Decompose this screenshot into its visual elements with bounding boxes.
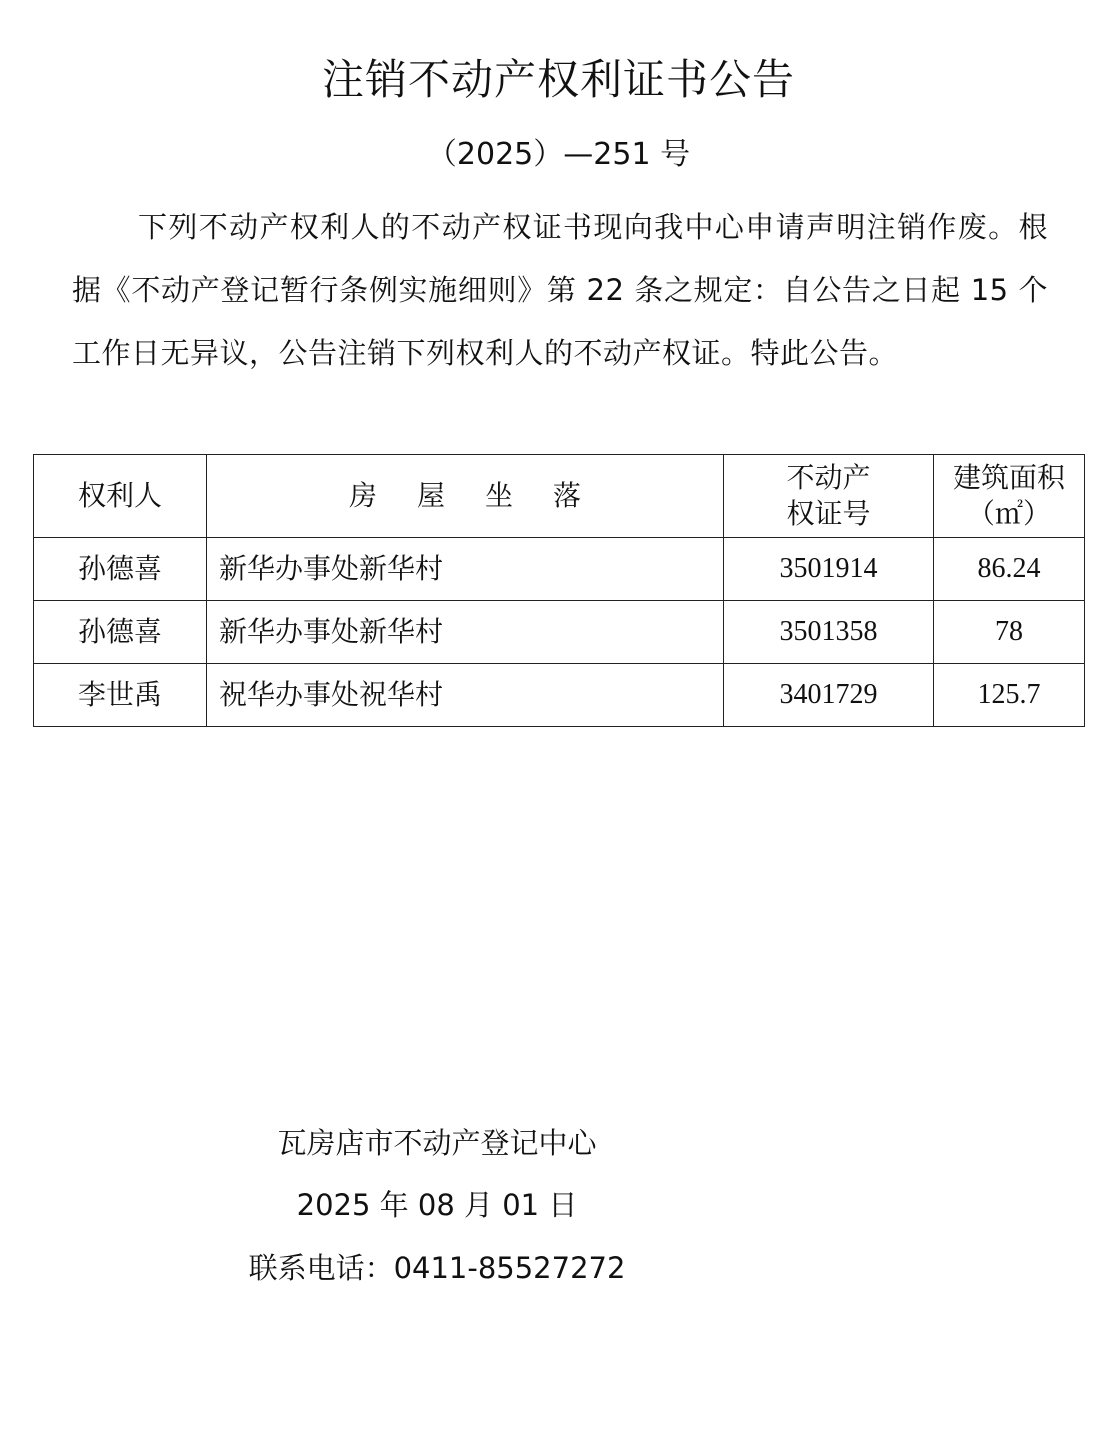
table-row [34,601,1085,664]
header-owner: 权利人 [34,455,207,538]
document-number: （2025）—251 号 [426,137,691,172]
cell-area: 78 [934,601,1085,664]
cell-owner: 孙德喜 [34,538,207,601]
issue-date: 2025 年 08 月 01 日 [296,1188,578,1222]
contact-phone: 联系电话：0411-85527272 [248,1251,626,1285]
header-area-line1: 建筑面积 [952,461,1065,494]
table-header-row [34,455,1085,538]
cell-area: 86.24 [934,538,1085,601]
cell-owner: 李世禹 [34,664,207,727]
header-cert-line1: 不动产 [786,461,871,494]
table-row [34,664,1085,727]
notice-body: 下列不动产权利人的不动产权证书现向我中心申请声明注销作废。根据《不动产登记暂行条例实施细则》第 22 条之规定：自公告之日起 15 个工作日无异议，公告注销下列权利人的不动产权证。特此公告。 [72,210,1048,370]
cell-area: 125.7 [934,664,1085,727]
cell-owner: 孙德喜 [34,601,207,664]
header-area [934,455,1085,538]
header-cert-number [724,455,934,538]
header-cert-line2: 权证号 [786,497,871,530]
cell-cert-number: 3501914 [724,538,934,601]
cell-location: 新华办事处新华村 [207,538,724,601]
header-area-line2: （㎡） [966,497,1051,530]
notice-title: 注销不动产权利证书公告 [321,55,795,104]
table-row [34,538,1085,601]
issuing-organization: 瓦房店市不动产登记中心 [277,1126,597,1160]
header-location: 房屋坐落 [207,455,724,538]
cell-location: 新华办事处新华村 [207,601,724,664]
certificate-table [33,454,1085,727]
cell-location: 祝华办事处祝华村 [207,664,724,727]
cell-cert-number: 3501358 [724,601,934,664]
cell-cert-number: 3401729 [724,664,934,727]
